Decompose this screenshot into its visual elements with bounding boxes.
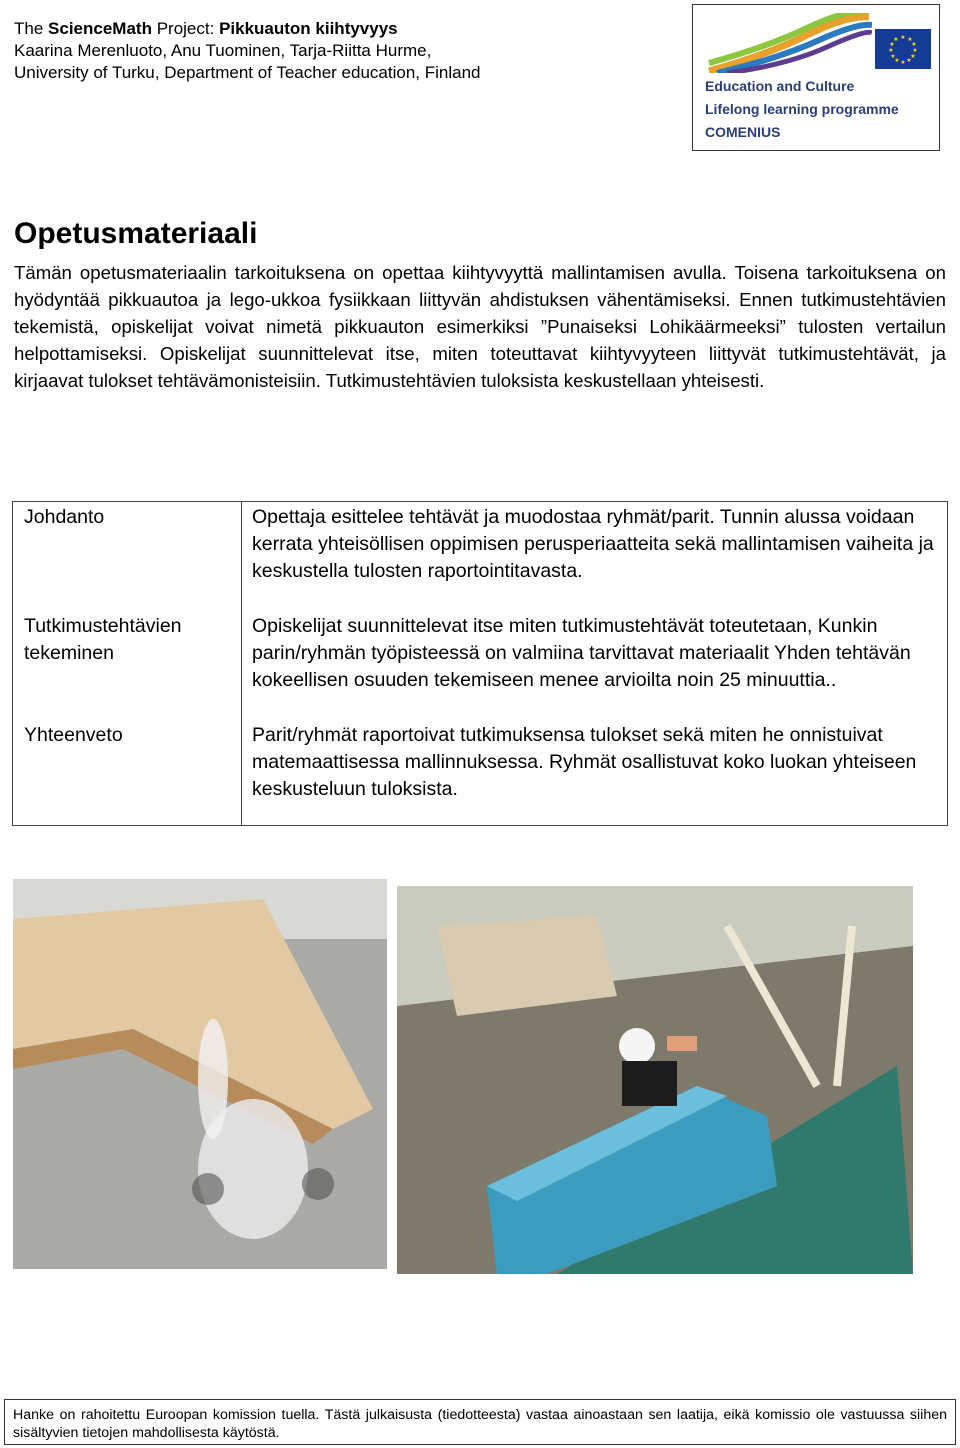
photo-lego-figure-on-track	[397, 886, 913, 1274]
svg-text:★: ★	[890, 53, 896, 60]
document-header	[14, 18, 480, 84]
logo-line-comenius: COMENIUS	[705, 124, 781, 140]
svg-text:★: ★	[888, 47, 894, 54]
photo-car-on-ramp	[13, 879, 387, 1269]
logo-text	[705, 75, 899, 144]
svg-text:★: ★	[889, 41, 895, 48]
title-mid: Project:	[151, 19, 220, 38]
svg-text:★: ★	[907, 36, 913, 43]
affiliation: University of Turku, Department of Teacher education, Finland	[14, 63, 481, 82]
svg-text:★: ★	[912, 47, 918, 54]
svg-text:★: ★	[900, 59, 906, 66]
table-row	[13, 502, 948, 826]
svg-text:★: ★	[910, 53, 916, 60]
material-name: Pikkuauton kiihtyvyys	[219, 19, 398, 38]
lesson-plan-table	[12, 501, 948, 826]
phase-column	[13, 502, 242, 826]
phase-cell: Tutkimustehtävien tekeminen	[24, 615, 182, 664]
logo-line-education: Education and Culture	[705, 78, 855, 94]
logo-line-lifelong: Lifelong learning programme	[705, 101, 899, 117]
funding-disclaimer: Hanke on rahoitettu Euroopan komission tuella. Tästä julkaisusta (tiedotteesta) vastaa ainoastaan sen laatija, eikä komissio ole vastuussa siihen sisältyvien tietojen mahdollisesta käytöstä.	[4, 1399, 956, 1445]
description-cell: Parit/ryhmät raportoivat tutkimuksensa tulokset sekä miten he onnistuivat matemaattisessa mallinnuksessa. Ryhmät osallistuvat koko luokan yhteiseen keskusteluun tuloksista.	[252, 724, 917, 800]
title-prefix: The	[14, 19, 49, 38]
description-cell: Opettaja esittelee tehtävät ja muodostaa ryhmät/parit. Tunnin alussa voidaan kerrata yhteisöllisen oppimisen perusperiaatteita sekä mallintamisen vaiheita ja keskustella tulosten raportointitavasta.	[252, 506, 934, 582]
comenius-logo	[692, 4, 940, 151]
eu-flag-icon	[875, 29, 931, 69]
phase-cell: Yhteenveto	[24, 724, 123, 746]
page-title: Opetusmateriaali	[14, 217, 258, 250]
svg-text:★: ★	[900, 34, 906, 41]
wave-stripes-graphic	[707, 13, 872, 73]
description-column	[242, 502, 948, 826]
svg-text:★: ★	[906, 57, 912, 64]
authors: Kaarina Merenluoto, Anu Tuominen, Tarja-Riitta Hurme,	[14, 41, 432, 60]
intro-paragraph: Tämän opetusmateriaalin tarkoituksena on opettaa kiihtyvyyttä mallintamisen avulla. Toisena tarkoituksena on hyödyntää pikkuautoa ja lego-ukkoa fysiikkaan liittyvän ahdistuksen vähentämiseksi. Ennen tutkimustehtävien tekemistä, opiskelijat voivat nimetä pikkuauton esimerkiksi ”Punaiseksi Lohikäärmeeksi” tulosten vertailun helpottamiseksi. Opiskelijat suunnittelevat itse, miten toteuttavat kiihtyvyyteen liittyvät tutkimustehtävät, ja kirjaavat tulokset tehtävämonisteisiin. Tutkimustehtävien tuloksista keskustellaan yhteisesti.	[14, 262, 946, 391]
svg-text:★: ★	[893, 36, 899, 43]
project-title-line	[14, 18, 480, 40]
phase-cell: Johdanto	[24, 506, 105, 528]
svg-text:★: ★	[894, 57, 900, 64]
project-name: ScienceMath	[48, 19, 152, 38]
description-cell: Opiskelijat suunnittelevat itse miten tutkimustehtävät toteutetaan, Kunkin parin/ryhmän työpisteessä on valmiina tarvittavat materiaalit Yhden tehtävän kokeellisen osuuden tekemiseen menee arvioilta noin 25 minuuttia..	[252, 615, 911, 691]
svg-text:★: ★	[911, 41, 917, 48]
